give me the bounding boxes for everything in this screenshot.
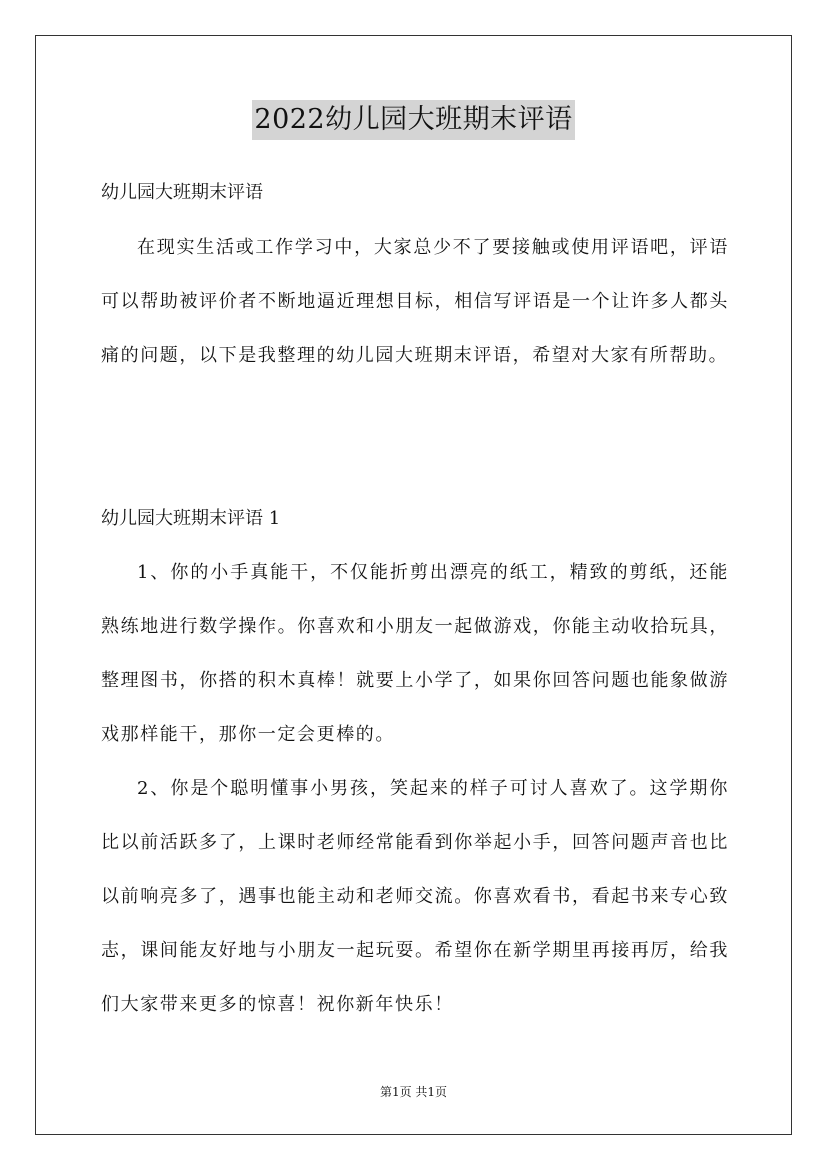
page-footer: 第1页 共1页 (379, 1085, 448, 1099)
intro-paragraph: 在现实生活或工作学习中，大家总少不了要接触或使用评语吧，评语可以帮助被评价者不断地逼近理想目标，相信写评语是一个让许多人都头痛的问题，以下是我整理的幼儿园大班期末评语，希望对大家有所帮助。 (101, 237, 729, 366)
comment-paragraph-2: 2、你是个聪明懂事小男孩，笑起来的样子可讨人喜欢了。这学期你比以前活跃多了，上课时老师经常能看到你举起小手，回答问题声音也比以前响亮多了，遇事也能主动和老师交流。你喜欢看书，看起书来专心致志，课间能友好地与小朋友一起玩耍。希望你在新学期里再接再厉，给我们大家带来更多的惊喜！祝你新年快乐！ (101, 778, 729, 1015)
document-title: 2022幼儿园大班期末评语 (252, 100, 574, 140)
comment-paragraph-1: 1、你的小手真能干，不仅能折剪出漂亮的纸工，精致的剪纸，还能熟练地进行数学操作。你喜欢和小朋友一起做游戏，你能主动收拾玩具，整理图书，你搭的积木真棒！就要上小学了，如果你回答问题也能象做游戏那样能干，那你一定会更棒的。 (101, 562, 729, 745)
document-subtitle: 幼儿园大班期末评语 (101, 182, 263, 203)
section-heading: 幼儿园大班期末评语 1 (101, 508, 281, 529)
title-container (0, 100, 827, 140)
